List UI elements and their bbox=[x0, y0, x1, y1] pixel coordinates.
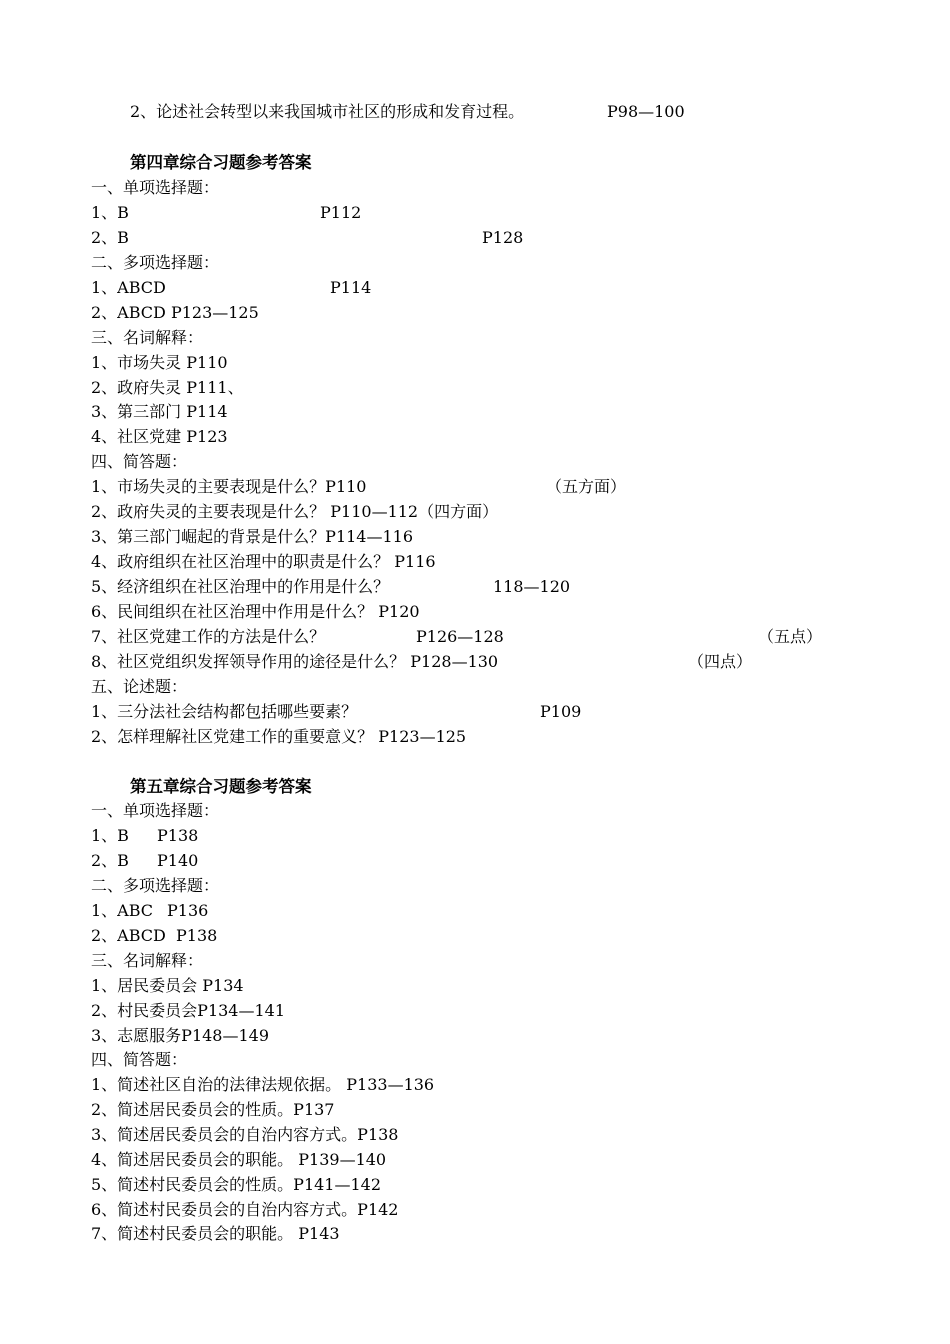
section-heading: 三、名词解释： bbox=[91, 951, 204, 970]
section-heading: 二、多项选择题： bbox=[91, 253, 220, 272]
answer-text: 1、市场失灵的主要表现是什么？P110 bbox=[91, 477, 367, 496]
section-heading: 四、简答题： bbox=[91, 1050, 188, 1069]
page-ref: P128 bbox=[482, 228, 524, 247]
section-heading: 三、名词解释： bbox=[91, 328, 204, 347]
page-ref: P138 bbox=[157, 826, 199, 845]
page-ref: P109 bbox=[540, 702, 582, 721]
answer-text: 3、志愿服务P148—149 bbox=[91, 1026, 270, 1045]
answer-text: 1、居民委员会 P134 bbox=[91, 976, 244, 995]
answer-text: 1、简述社区自治的法律法规依据。 P133—136 bbox=[91, 1075, 435, 1094]
section-heading: 一、单项选择题： bbox=[91, 801, 220, 820]
answer-text: 5、简述村民委员会的性质。P141—142 bbox=[91, 1175, 382, 1194]
page-ref: P114 bbox=[330, 278, 372, 297]
answer-text: 4、社区党建 P123 bbox=[91, 427, 228, 446]
answer-text: 3、简述居民委员会的自治内容方式。P138 bbox=[91, 1125, 399, 1144]
section-heading: 二、多项选择题： bbox=[91, 876, 220, 895]
answer-text: 7、简述村民委员会的职能。 P143 bbox=[91, 1224, 340, 1243]
page-ref: P140 bbox=[157, 851, 199, 870]
answer-text: 2、政府失灵 P111、 bbox=[91, 378, 244, 397]
answer-text: 3、第三部门 P114 bbox=[91, 402, 228, 421]
answer-text: 2、简述居民委员会的性质。P137 bbox=[91, 1100, 335, 1119]
answer-text: 1、市场失灵 P110 bbox=[91, 353, 228, 372]
answer-text: 8、社区党组织发挥领导作用的途径是什么？ P128—130 bbox=[91, 652, 499, 671]
answer-text: 4、政府组织在社区治理中的职责是什么？ P116 bbox=[91, 552, 436, 571]
answer-text: 1、B bbox=[91, 203, 129, 222]
answer-text: 2、ABCD P123—125 bbox=[91, 303, 259, 322]
section-heading: 五、论述题： bbox=[91, 677, 188, 696]
answer-text: 2、B bbox=[91, 228, 129, 247]
answer-text: 7、社区党建工作的方法是什么？ bbox=[91, 627, 326, 646]
answer-text: 4、简述居民委员会的职能。 P139—140 bbox=[91, 1150, 387, 1169]
answer-text: 2、政府失灵的主要表现是什么？ P110—112（四方面） bbox=[91, 502, 499, 521]
answer-text: 3、第三部门崛起的背景是什么？P114—116 bbox=[91, 527, 414, 546]
answer-text: 6、民间组织在社区治理中作用是什么？ P120 bbox=[91, 602, 420, 621]
answer-text: 2、怎样理解社区党建工作的重要意义？ P123—125 bbox=[91, 727, 467, 746]
answer-text: 1、三分法社会结构都包括哪些要素？ bbox=[91, 702, 358, 721]
answer-text: 1、ABC bbox=[91, 901, 154, 920]
answer-text: 2、村民委员会P134—141 bbox=[91, 1001, 286, 1020]
answer-text: 2、ABCD bbox=[91, 926, 166, 945]
section-heading: 一、单项选择题： bbox=[91, 178, 220, 197]
intro-text: 2、论述社会转型以来我国城市社区的形成和发育过程。 bbox=[130, 102, 525, 121]
note: （五点） bbox=[758, 627, 823, 646]
page-ref: 118—120 bbox=[493, 577, 571, 596]
answer-text: 1、ABCD bbox=[91, 278, 166, 297]
note: （五方面） bbox=[546, 477, 627, 496]
note: （四点） bbox=[688, 652, 753, 671]
intro-page-ref: P98—100 bbox=[607, 102, 685, 121]
page-ref: P138 bbox=[176, 926, 218, 945]
section-heading: 四、简答题： bbox=[91, 452, 188, 471]
answer-text: 6、简述村民委员会的自治内容方式。P142 bbox=[91, 1200, 399, 1219]
chapter-5-title: 第五章综合习题参考答案 bbox=[130, 777, 312, 796]
page-ref: P126—128 bbox=[416, 627, 504, 646]
page-ref: P112 bbox=[320, 203, 362, 222]
answer-text: 1、B bbox=[91, 826, 129, 845]
page-ref: P136 bbox=[167, 901, 209, 920]
chapter-4-title: 第四章综合习题参考答案 bbox=[130, 153, 312, 172]
answer-text: 5、经济组织在社区治理中的作用是什么？ bbox=[91, 577, 390, 596]
answer-text: 2、B bbox=[91, 851, 129, 870]
